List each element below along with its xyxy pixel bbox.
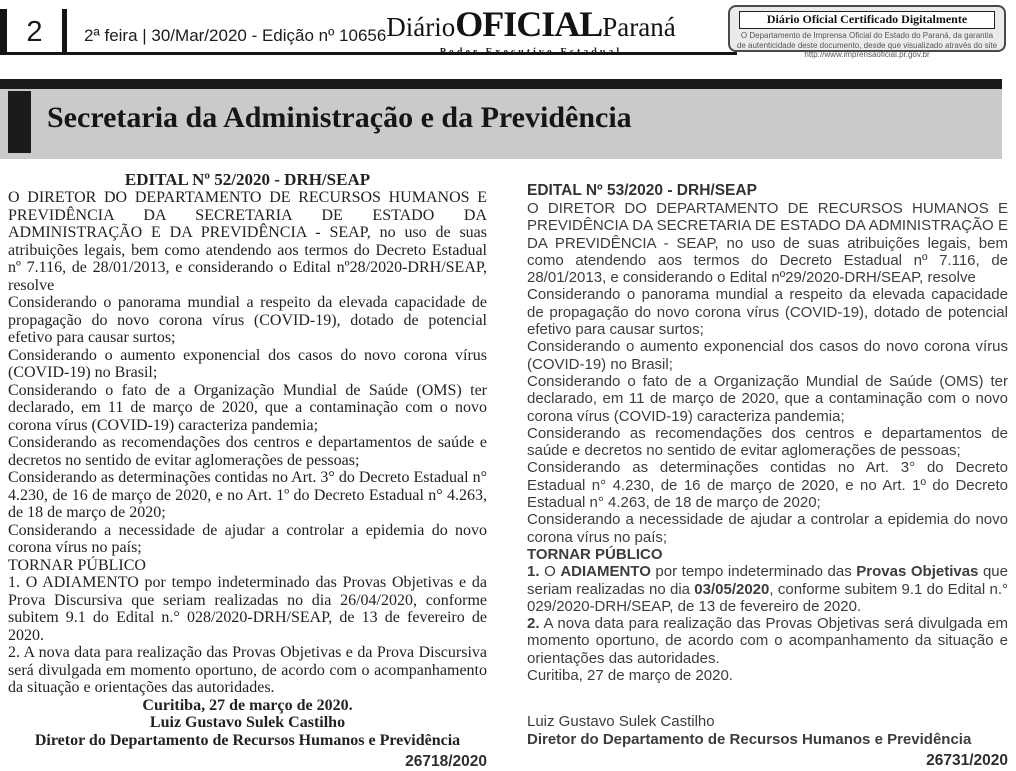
page-number-block <box>0 9 386 53</box>
content-columns <box>0 170 1016 771</box>
paragraph: Considerando as recomendações dos centros e departamentos de saúde e decretos no sentido de evitar aglomerações de pessoas; <box>8 434 487 469</box>
bold-text: ADIAMENTO <box>560 563 651 581</box>
bold-text: 03/05/2020 <box>694 580 770 598</box>
text: Considerando a necessidade de ajudar a controlar a epidemia do novo corona vírus no país; <box>527 511 1008 546</box>
left-protocol-number: 26718/2020 <box>405 753 487 770</box>
masthead <box>0 0 1016 57</box>
edital-52-article <box>8 170 487 771</box>
certificate-lines <box>730 31 1004 60</box>
bold-text: TORNAR PÚBLICO <box>527 545 663 563</box>
logo-word-oficial: OFICIAL <box>455 4 603 44</box>
bold-text: Provas Objetivas <box>856 563 979 581</box>
paragraph: Considerando o aumento exponencial dos casos do novo corona vírus (COVID-19) no Brasil; <box>8 346 487 381</box>
left-edge-bar <box>0 9 7 53</box>
paragraph <box>527 373 1008 425</box>
bold-text: 2. <box>527 615 540 633</box>
section-header <box>0 79 1016 159</box>
edital-53-title: EDITAL Nº 53/2020 - DRH/SEAP <box>527 182 757 199</box>
paragraph: Considerando o panorama mundial a respeito da elevada capacidade de propagação do novo corona vírus (COVID-19), dotado de potencial efetivo para causar surtos; <box>8 294 487 346</box>
divider-bar <box>62 9 67 55</box>
paragraph: TORNAR PÚBLICO <box>8 556 146 574</box>
paragraph: O DIRETOR DO DEPARTAMENTO DE RECURSOS HUMANOS E PREVIDÊNCIA DA SECRETARIA DE ESTADO DA ADMINISTRAÇÃO E DA PREVIDÊNCIA - SEAP, no uso de suas atribuições legais, bem como atendendo aos termos do Decreto Estadual nº 7.116, de 28/01/2013, e considerando o Edital nº28/2020-DRH/SEAP, resolve <box>8 189 487 294</box>
left-article-paragraphs <box>8 189 487 697</box>
paragraph <box>527 546 1008 563</box>
paragraph: 1. O ADIAMENTO por tempo indeterminado das Provas Objetivas e da Prova Discursiva que seriam realizadas no dia 26/04/2020, conforme subitem 9.1 do Edital n.° 028/2020-DRH/SEAP, de 13 de fevereiro de 2020. <box>8 574 487 644</box>
section-title: Secretaria da Administração e da Previdência <box>47 101 632 134</box>
text: que seriam realizadas no dia <box>527 563 1008 598</box>
edital-53-article <box>527 170 1008 771</box>
page-number: 2 <box>26 16 43 48</box>
logo-wordmark <box>386 6 676 50</box>
left-signature-block <box>8 697 487 750</box>
signature-line: Diretor do Departamento de Recursos Humanos e Previdência <box>34 731 461 749</box>
paragraph <box>527 200 1008 286</box>
bold-text: 1. <box>527 563 540 581</box>
paragraph <box>527 425 1008 460</box>
paragraph <box>527 459 1008 511</box>
certificate-line: O Departamento de Imprensa Oficial do Estado do Paraná, da garantia <box>740 31 994 40</box>
section-left-block <box>8 91 31 153</box>
text: por tempo indeterminado das <box>650 563 857 581</box>
text: , conforme subitem 9.1 do Edital n.° 029/2020-DRH/SEAP, de 13 de fevereiro de 2020. <box>527 580 1008 615</box>
right-signature-role: Diretor do Departamento de Recursos Humanos e Previdência <box>527 730 972 748</box>
text: Considerando o panorama mundial a respeito da elevada capacidade de propagação do novo corona vírus (COVID-19), dotado de potencial efetivo para causar surtos; <box>527 286 1008 339</box>
section-top-bar <box>0 79 1002 89</box>
text: O DIRETOR DO DEPARTAMENTO DE RECURSOS HUMANOS E PREVIDÊNCIA DA SECRETARIA DE ESTADO DA ADMINISTRAÇÃO E DA PREVIDÊNCIA - SEAP, no uso de suas atribuições legais, bem como atendendo aos termos do Decreto Estadual nº 7.116, de 28/01/2013, e considerando o Edital nº29/2020-DRH/SEAP, resolve <box>527 200 1008 287</box>
paragraph: Considerando o fato de a Organização Mundial de Saúde (OMS) ter declarado, em 11 de março de 2020, que a contaminação com o novo corona vírus (COVID-19) caracteriza pandemia; <box>8 381 487 434</box>
logo-word-diario: Diário <box>386 12 456 42</box>
edital-52-title: EDITAL Nº 52/2020 - DRH/SEAP <box>124 170 371 189</box>
paragraph <box>527 511 1008 546</box>
paragraph: 2. A nova data para realização das Provas Objetivas e da Prova Discursiva será divulgada em momento oportuno, de acordo com o acompanhamento da situação e orientações das autoridades. <box>8 644 487 696</box>
text: Considerando as recomendações dos centros e departamentos de saúde e decretos no sentido de evitar aglomerações de pessoas; <box>527 424 1008 460</box>
edition-date: 2ª feira | 30/Mar/2020 - Edição nº 10656 <box>84 26 387 45</box>
right-article-paragraphs <box>527 200 1008 684</box>
diario-oficial-logo <box>386 6 676 58</box>
certificate-line: de autenticidade deste documento, desde que visualizado através do site <box>736 40 998 50</box>
text: O <box>539 563 561 581</box>
text: Curitiba, 27 de março de 2020. <box>527 667 733 685</box>
paragraph: Considerando as determinações contidas no Art. 3° do Decreto Estadual n° 4.230, de 16 de março de 2020, e no Art. 1º do Decreto Estadual n° 4.263, de 18 de março de 2020; <box>8 469 487 521</box>
signature-line: Luiz Gustavo Sulek Castilho <box>149 714 346 731</box>
logo-word-parana: Paraná <box>602 12 676 42</box>
text: Considerando o fato de a Organização Mundial de Saúde (OMS) ter declarado, em 11 de março de 2020, que a contaminação com o novo corona vírus (COVID-19) caracteriza pandemia; <box>527 372 1008 425</box>
certificate-title: Diário Oficial Certificado Digitalmente <box>739 11 995 29</box>
section-band <box>0 89 1002 159</box>
paragraph: Considerando a necessidade de ajudar a controlar a epidemia do novo corona vírus no país; <box>8 521 487 556</box>
header-rule <box>0 52 737 55</box>
paragraph <box>527 615 1008 667</box>
right-protocol-number: 26731/2020 <box>926 751 1008 769</box>
signature-line: Curitiba, 27 de março de 2020. <box>142 696 353 714</box>
text: Considerando o aumento exponencial dos casos do novo corona vírus (COVID-19) no Brasil; <box>527 338 1008 373</box>
paragraph <box>527 338 1008 373</box>
text: Considerando as determinações contidas no Art. 3° do Decreto Estadual n° 4.230, de 16 de março de 2020, e no Art. 1º do Decreto Estadual n° 4.263, de 18 de março de 2020; <box>527 459 1008 512</box>
certificate-line: http://www.imprensaoficial.pr.gov.br <box>804 50 930 59</box>
digital-certificate-box <box>728 5 1006 59</box>
paragraph <box>527 667 1008 684</box>
text: A nova data para realização das Provas Objetivas será divulgada em momento oportuno, de acordo com o acompanhamento da situação e orientações das autoridades. <box>527 615 1008 667</box>
paragraph <box>527 563 1008 615</box>
right-signature-name: Luiz Gustavo Sulek Castilho <box>527 713 715 731</box>
paragraph <box>527 286 1008 338</box>
